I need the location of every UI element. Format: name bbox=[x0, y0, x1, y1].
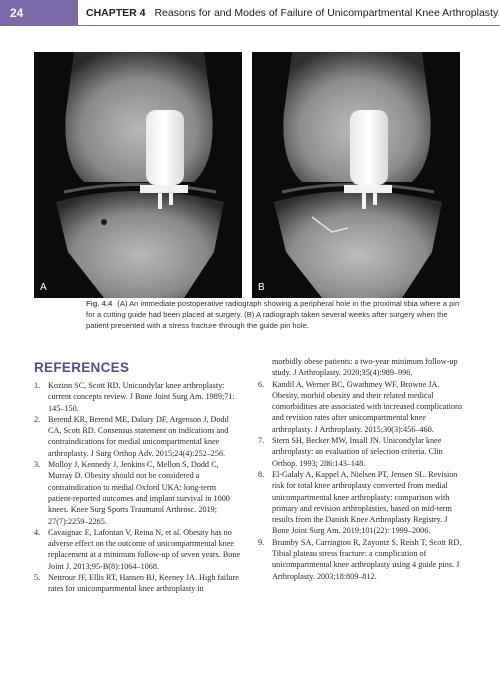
reference-number: 8. bbox=[258, 469, 265, 479]
reference-number: 6. bbox=[258, 379, 265, 389]
radiograph-panel-b bbox=[252, 52, 460, 298]
reference-item bbox=[34, 414, 242, 459]
references-column-left bbox=[34, 380, 242, 595]
reference-text: Brumby SA, Carrington R, Zayontz S, Reish T, Scott RD. Tibial plateau stress fracture: a complication of unicompartmental knee arthroplasty using 4 guide pins. J Arthroplasty. 2003;18:809–812. bbox=[272, 537, 462, 581]
reference-item bbox=[258, 435, 466, 469]
page-number: 24 bbox=[0, 0, 78, 26]
reference-number: 5. bbox=[34, 573, 41, 583]
reference-number: 7. bbox=[258, 436, 265, 446]
reference-continuation: morbidly obese patients: a two-year minimum follow-up study. J Arthroplasty. 2020;35(4):989–996. bbox=[272, 357, 458, 378]
figure-caption-label: Fig. 4.4 bbox=[86, 299, 113, 308]
references-column-right bbox=[258, 356, 466, 582]
reference-number: 2. bbox=[34, 414, 41, 424]
radiograph-b-image bbox=[252, 52, 460, 298]
reference-item bbox=[34, 380, 242, 414]
reference-item bbox=[258, 537, 466, 582]
chapter-label: CHAPTER 4 bbox=[86, 7, 146, 19]
figure-4-4 bbox=[34, 52, 466, 298]
reference-item bbox=[34, 527, 242, 572]
figure-caption bbox=[86, 298, 466, 331]
reference-number: 9. bbox=[258, 537, 265, 547]
page-header bbox=[0, 0, 500, 26]
reference-item bbox=[34, 572, 242, 595]
references-heading: REFERENCES bbox=[34, 360, 130, 375]
reference-text: Kozinn SC, Scott RD. Unicondylar knee arthroplasty: current concepts review. J Bone Joint Surg Am. 1989;71: 145–150. bbox=[48, 381, 235, 413]
reference-number: 1. bbox=[34, 381, 41, 390]
reference-item bbox=[34, 459, 242, 527]
reference-text: Stern SH, Becker MW, Insall JN. Unicondylar knee arthroplasty: an evaluation of selection criteria. Clin Orthop. 1993; 286:143–148. bbox=[272, 436, 443, 468]
reference-text: Cavaignac E, Lafontan V, Reina N, et al. Obesity has no adverse effect on the outcome of unicompartmental knee replacement at a minimum follow-up of seven years. Bone Joint J. 2013;95-B(8):1064–1068. bbox=[48, 527, 241, 571]
reference-text: Molloy J, Kennedy J, Jenkins C, Mellon S, Dodd C, Murray D. Obesity should not be considered a contraindication to medial Oxford UKA: long-term patient-reported outcomes and implant survival in 1000 knees. Knee Surg Sports Traumatol Arthrosc. 2019; 27(7):2259–2265. bbox=[48, 460, 230, 526]
radiograph-a-image bbox=[34, 52, 242, 298]
reference-number: 3. bbox=[34, 460, 41, 470]
radiograph-panel-a bbox=[34, 52, 242, 298]
panel-label-a: A bbox=[40, 282, 47, 293]
reference-text: Berend KR, Berend ME, Dalury DF, Argenson J, Dodd CA, Scott RD. Consensus statement on indications and contraindications for medial unicompartmental knee arthroplasty. J Surg Orthop Adv. 2015;24(4):252–256. bbox=[48, 414, 229, 458]
header-rule bbox=[78, 25, 500, 26]
reference-text: Kandil A, Werner BC, Gwathmey WF, Browne JA. Obesity, morbid obesity and their related medical comorbidities are associated with increased complications and revision rates after unicompartmental knee arthroplasty. J Arthroplasty. 2015;30(3):456–460. bbox=[272, 379, 463, 434]
reference-text: El-Galaly A, Kappel A, Nielsen PT, Jensen SL. Revision risk for total knee arthroplasty converted from medial unicompartmental knee arthroplasty: comparison with primary and revision arthroplasties, based on mid-term results from the Danish Knee Arthroplasty Registry. J Bone Joint Surg Am. 2019;101(22): 1999–2006. bbox=[272, 469, 458, 536]
reference-text: Nettrour JF, Ellis RT, Hansen BJ, Keeney JA. High failure rates for unicompartmental knee arthroplasty in bbox=[48, 573, 239, 594]
running-head bbox=[86, 0, 498, 26]
reference-number: 4. bbox=[34, 527, 41, 537]
reference-item bbox=[258, 469, 466, 537]
reference-item bbox=[258, 379, 466, 435]
figure-caption-text: (A) An immediate postoperative radiograph showing a peripheral hole in the proximal tibia where a pin for a cutting guide had been placed at surgery. (B) A radiograph taken several weeks after surgery when the patient presented with a stress fracture through the guide pin hole. bbox=[86, 299, 460, 330]
chapter-title: Reasons for and Modes of Failure of Unicompartmental Knee Arthroplasty bbox=[154, 7, 499, 19]
panel-label-b: B bbox=[258, 282, 265, 293]
